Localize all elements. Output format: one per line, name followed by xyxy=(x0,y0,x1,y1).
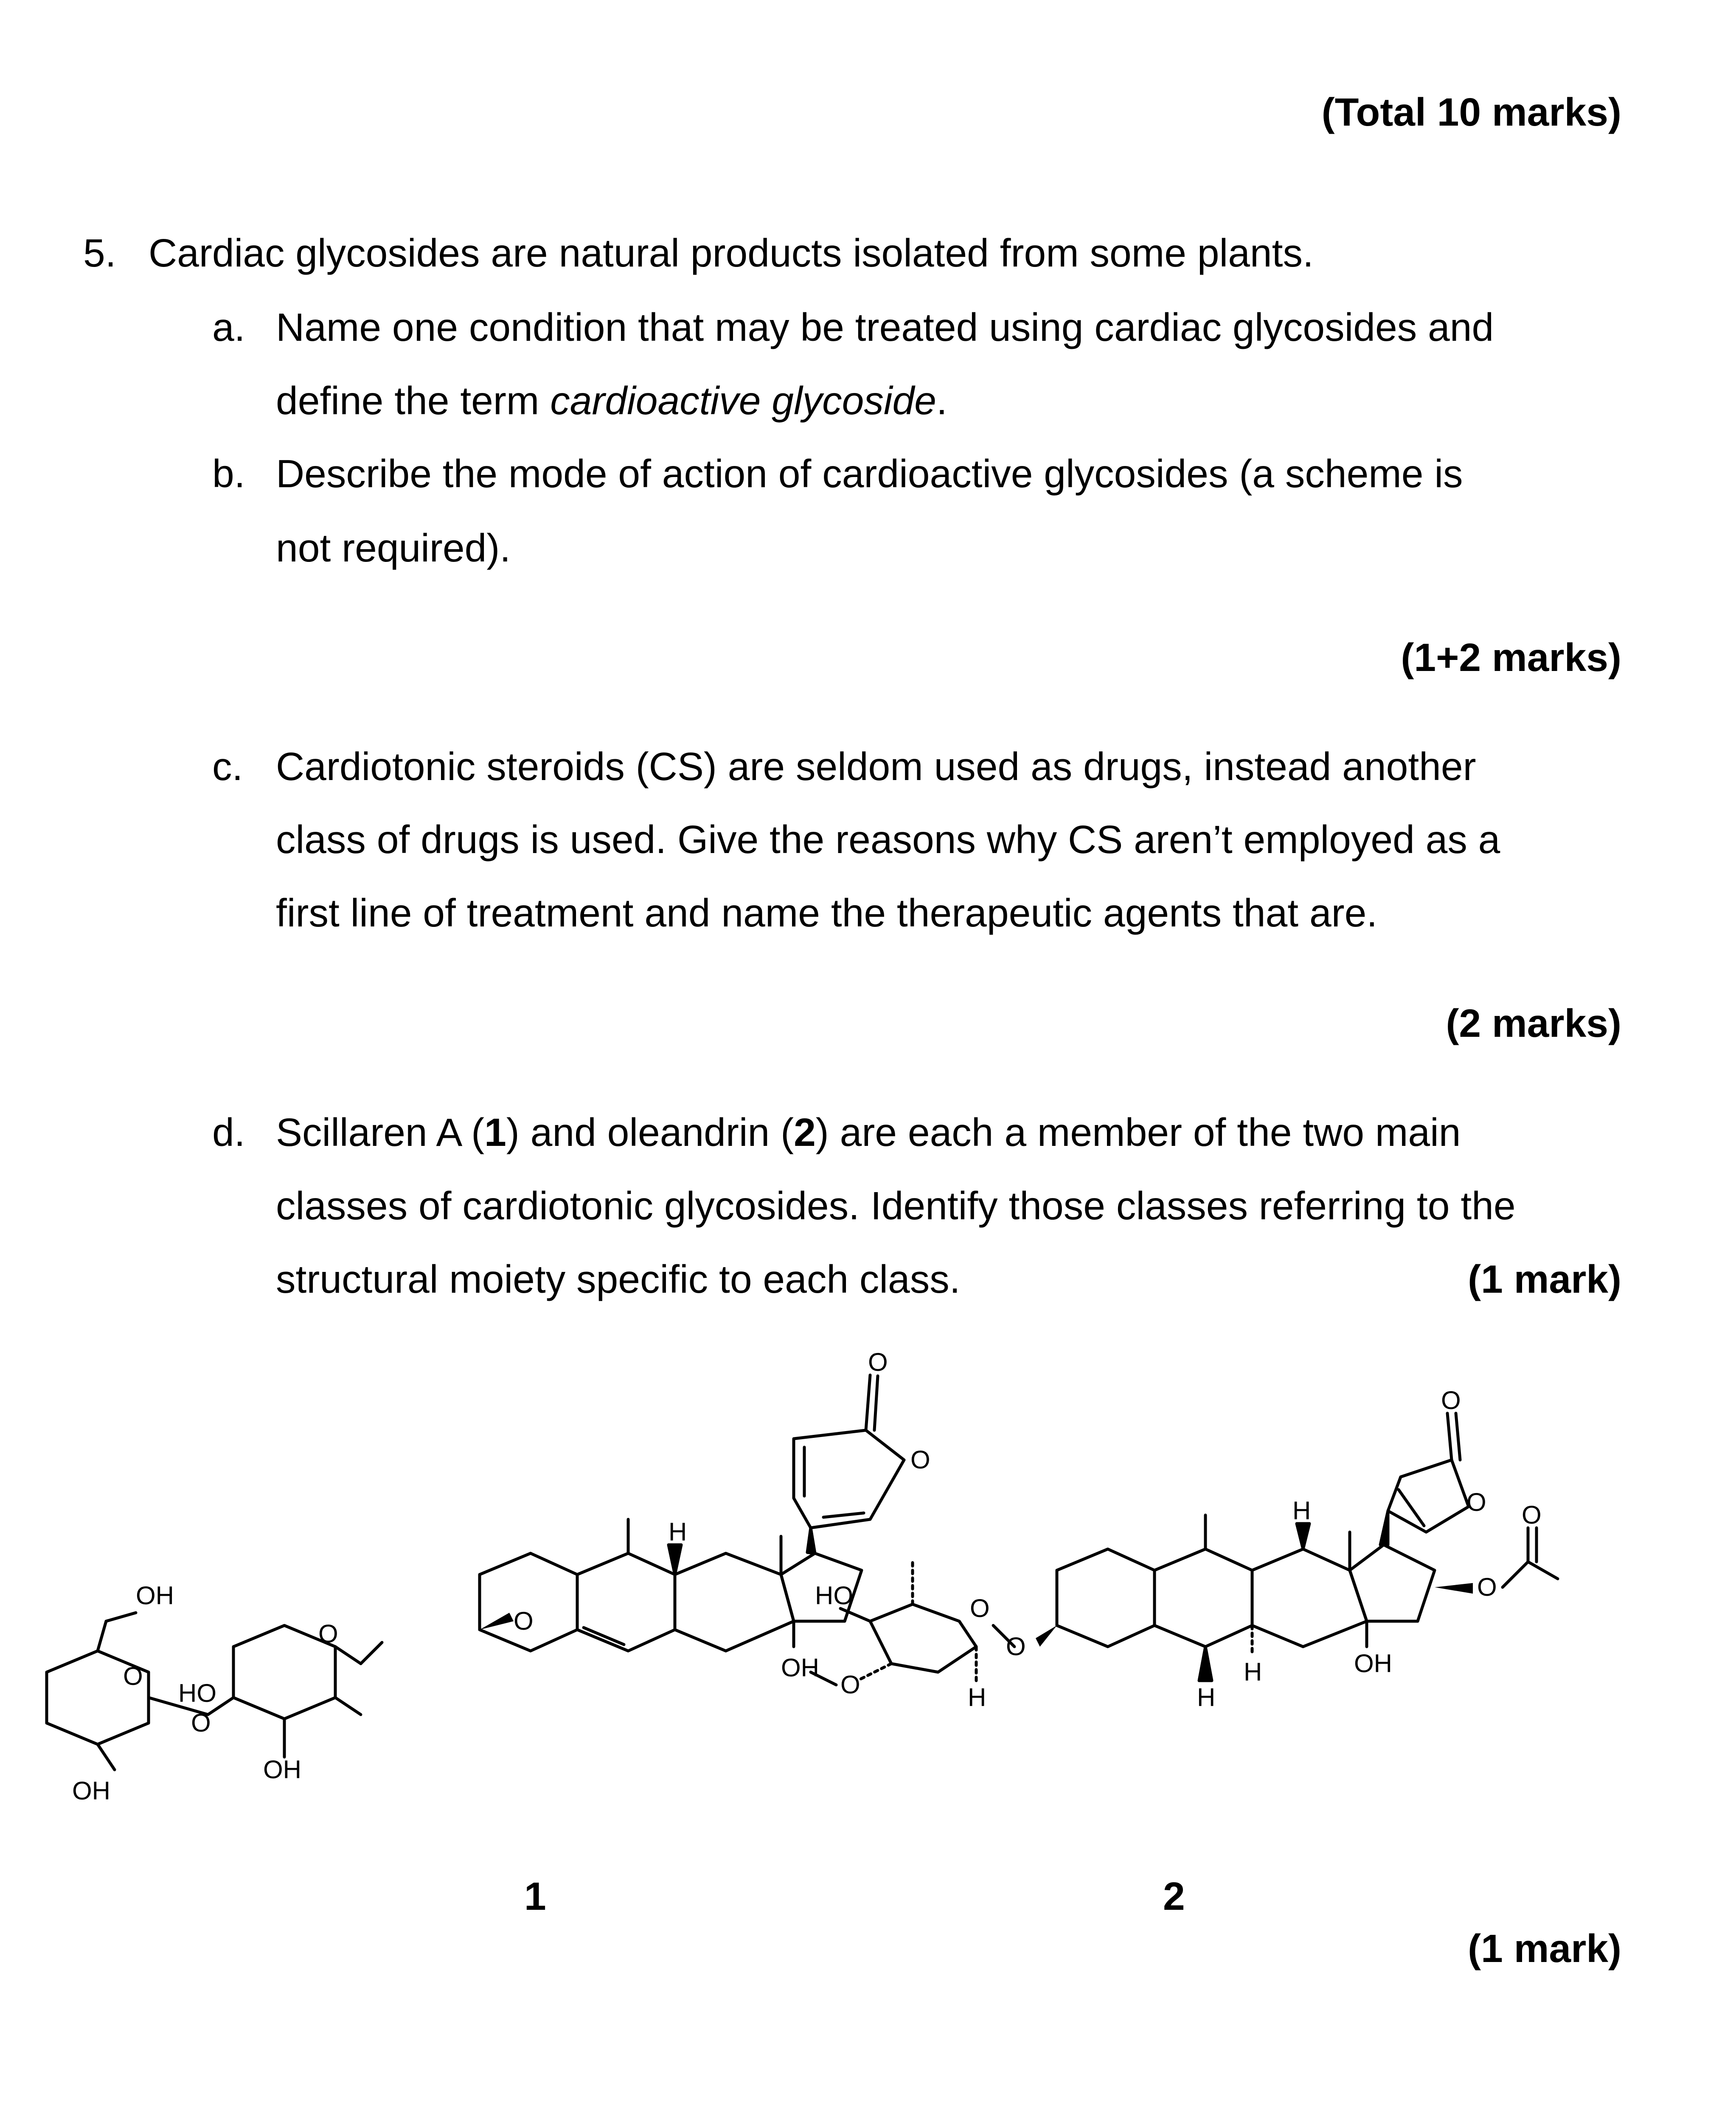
ref-compound-2: 2 xyxy=(794,1110,816,1154)
c1-link-o: O xyxy=(514,1607,534,1635)
c2-h-mid: H xyxy=(1244,1658,1262,1686)
c2-ring-o: O xyxy=(1466,1488,1486,1516)
c2-ho: HO xyxy=(815,1581,853,1610)
d-inline-marks: (1 mark) xyxy=(1468,1257,1621,1301)
c1-ring-o: O xyxy=(910,1446,930,1474)
c2-sugar-o: O xyxy=(970,1594,990,1622)
part-b-line2: not required). xyxy=(276,526,511,570)
part-a-letter: a. xyxy=(212,305,245,349)
c2-h-bottom: H xyxy=(1197,1683,1216,1712)
total-marks: (Total 10 marks) xyxy=(1321,90,1621,134)
c1-gluc-o: O xyxy=(123,1662,143,1690)
c1-rham-o: O xyxy=(318,1620,338,1648)
c2-acetyl-o: O xyxy=(1522,1501,1542,1529)
ref-compound-1: 1 xyxy=(484,1110,506,1154)
compound-1-structure xyxy=(47,1375,904,1770)
c1-carbonyl-o: O xyxy=(868,1348,888,1376)
c1-gluc-oh-top: OH xyxy=(136,1581,174,1610)
compound-2-label: 2 xyxy=(1163,1874,1185,1918)
part-b-line1: Describe the mode of action of cardioactive glycosides (a scheme is xyxy=(276,452,1463,496)
part-c-letter: c. xyxy=(212,744,243,789)
part-a-line1: Name one condition that may be treated using cardiac glycosides and xyxy=(276,305,1494,349)
part-b-letter: b. xyxy=(212,452,245,496)
c2-ester-o: O xyxy=(1477,1573,1497,1601)
part-c-line2: class of drugs is used. Give the reasons why CS aren’t employed as a xyxy=(276,817,1500,862)
c2-h-top: H xyxy=(1292,1496,1311,1525)
part-d-line2: classes of cardiotonic glycosides. Identify those classes referring to the xyxy=(276,1184,1516,1228)
c1-rham-oh: OH xyxy=(263,1755,301,1784)
part-d-letter: d. xyxy=(212,1110,245,1154)
d-marks: (1 mark) xyxy=(1468,1926,1621,1970)
question-intro: Cardiac glycosides are natural products isolated from some plants. xyxy=(149,231,1314,275)
part-d-line1: Scillaren A (1) and oleandrin (2) are each a member of the two main xyxy=(276,1110,1461,1154)
term-cardioactive-glycoside: cardioactive glycoside xyxy=(550,379,936,423)
c1-glyco-o: O xyxy=(191,1709,211,1737)
c2-sugar-h: H xyxy=(968,1683,986,1712)
compound-1-label: 1 xyxy=(524,1874,546,1918)
part-c-line1: Cardiotonic steroids (CS) are seldom used as drugs, instead another xyxy=(276,744,1476,789)
ab-marks: (1+2 marks) xyxy=(1401,635,1621,679)
c1-rham-ho: HO xyxy=(178,1679,216,1707)
c1-oh-label: OH xyxy=(781,1653,819,1682)
c1-h-label: H xyxy=(669,1518,687,1546)
c2-oh: OH xyxy=(1354,1649,1392,1678)
question-number: 5. xyxy=(83,231,116,275)
c2-carbonyl-o: O xyxy=(1441,1386,1461,1415)
c1-gluc-oh-bottom: OH xyxy=(72,1777,110,1805)
part-c-line3: first line of treatment and name the therapeutic agents that are. xyxy=(276,891,1378,935)
part-d-line3: structural moiety specific to each class. xyxy=(276,1257,961,1301)
c2-ome-o: O xyxy=(840,1670,860,1699)
c-marks: (2 marks) xyxy=(1446,1001,1621,1045)
chemical-structures-figure xyxy=(64,1348,1613,1918)
c2-link-o: O xyxy=(1006,1632,1026,1661)
part-a-line2: define the term cardioactive glycoside. xyxy=(276,379,947,423)
